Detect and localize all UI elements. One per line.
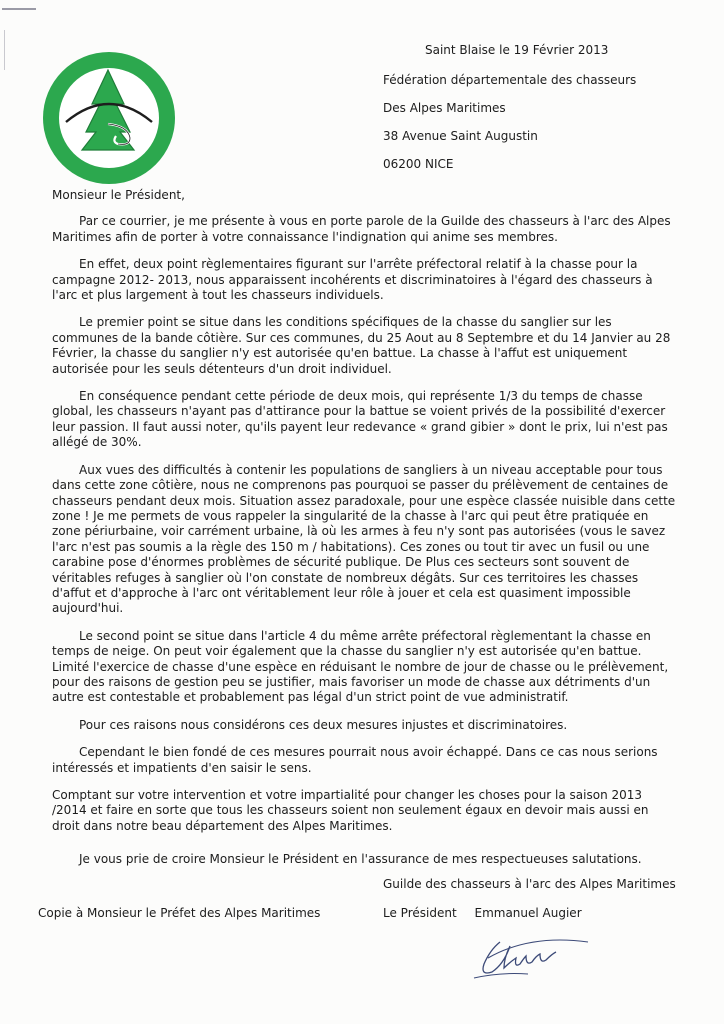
handwritten-signature [470,928,600,984]
paragraph: Le second point se situe dans l'article 4 du même arrête préfectoral règlementant la chasse en temps de neige. On peut voir également que la chasse du sanglier n'y est autorisée qu'en battue. Limité l'exercice de chasse d'une espèce en réduisant le nombre de jour de chasse ou le prélèvement, pour des raisons de gestion peu se justifier, mais favoriser un mode de chasse aux détriments d'un autre est contestable et probablement pas légal d'un strict point de vue administratif. [52,628,669,705]
guild-logo [34,46,184,186]
scan-artifact [2,8,36,10]
signatory-organization: Guilde des chasseurs à l'arc des Alpes Maritimes [383,877,676,891]
paragraph: En conséquence pendant cette période de deux mois, qui représente 1/3 du temps de chasse global, les chasseurs n'ayant pas d'attirance pour la battue se voient privés de la possibilité d'exercer leur passion. Il faut aussi noter, qu'ils payent leur redevance « grand gibier » dont le prix, lui n'est pas allégé de 30%. [52,389,668,450]
recipient-line: Fédération départementale des chasseurs [383,73,637,87]
paragraph: Par ce courrier, je me présente à vous en porte parole de la Guilde des chasseurs à l'arc des Alpes Maritimes afin de porter à votre connaissance l'indignation qui anime ses membres. [52,214,671,244]
scan-artifact [4,30,5,70]
recipient-line: Des Alpes Maritimes [383,101,506,115]
paragraph: Le premier point se situe dans les conditions spécifiques de la chasse du sanglier sur les communes de la bande côtière. Sur ces communes, du 25 Aout au 8 Septembre et du 14 Janvier au 28 Février, la chasse du sanglier n'y est autorisée qu'en battue. La chasse à l'affut est uniquement autorisée pour les seuls détenteurs d'un droit individuel. [52,315,671,376]
paragraph: Cependant le bien fondé de ces mesures pourrait nous avoir échappé. Dans ce cas nous serions intéressés et impatients d'en saisir le sens. [52,745,658,775]
recipient-line: 38 Avenue Saint Augustin [383,129,538,143]
closing-paragraph: Je vous prie de croire Monsieur le Président en l'assurance de mes respectueuses salutations. [79,852,642,867]
letter-body [52,188,677,880]
date-line: Saint Blaise le 19 Février 2013 [425,43,609,57]
paragraph: Comptant sur votre intervention et votre impartialité pour changer les choses pour la saison 2013 /2014 et faire en sorte que tous les chasseurs soient non seulement égaux en devoir mais aussi en droit dans notre beau département des Alpes Maritimes. [52,788,649,833]
paragraph: Aux vues des difficultés à contenir les populations de sangliers à un niveau acceptable pour tous dans cette zone côtière, nous ne comprenons pas pourquoi se passer du prélèvement de centaines de chasseurs pendant deux mois. Situation assez paradoxale, pour une espèce classée nuisible dans cette zone ! Je me permets de vous rappeler la singularité de la chasse à l'arc qui peut être pratiquée en zone périurbaine, voir carrément urbaine, là où les armes à feu n'y sont pas autorisées (vous le savez l'arc n'est pas soumis a la règle des 150 m / habitations). Ces zones ou tout tir avec un fusil ou une carabine pose d'énormes problèmes de sécurité publique. De Plus ces secteurs sont souvent de véritables refuges à sanglier où l'on constate de nombreux dégâts. Sur ces territoires les chasses d'affut et d'approche à l'arc ont véritablement leur rôle à jouer et cela est quasiment impossible aujourd'hui. [52,462,676,616]
paragraph: En effet, deux point règlementaires figurant sur l'arrête préfectoral relatif à la chasse pour la campagne 2012- 2013, nous apparaissent incohérents et discriminatoires à l'égard des chasseurs à l'arc et plus largement à tout les chasseurs individuels. [52,257,653,303]
recipient-line: 06200 NICE [383,157,454,171]
recipient-address-block [383,44,636,171]
signatory-block [383,906,582,920]
signatory-role: Le Président [383,906,457,920]
salutation: Monsieur le Président, [52,188,185,202]
signatory-name: Emmanuel Augier [474,906,582,920]
copy-line: Copie à Monsieur le Préfet des Alpes Maritimes [38,906,321,920]
paragraph: Pour ces raisons nous considérons ces deux mesures injustes et discriminatoires. [79,717,568,732]
